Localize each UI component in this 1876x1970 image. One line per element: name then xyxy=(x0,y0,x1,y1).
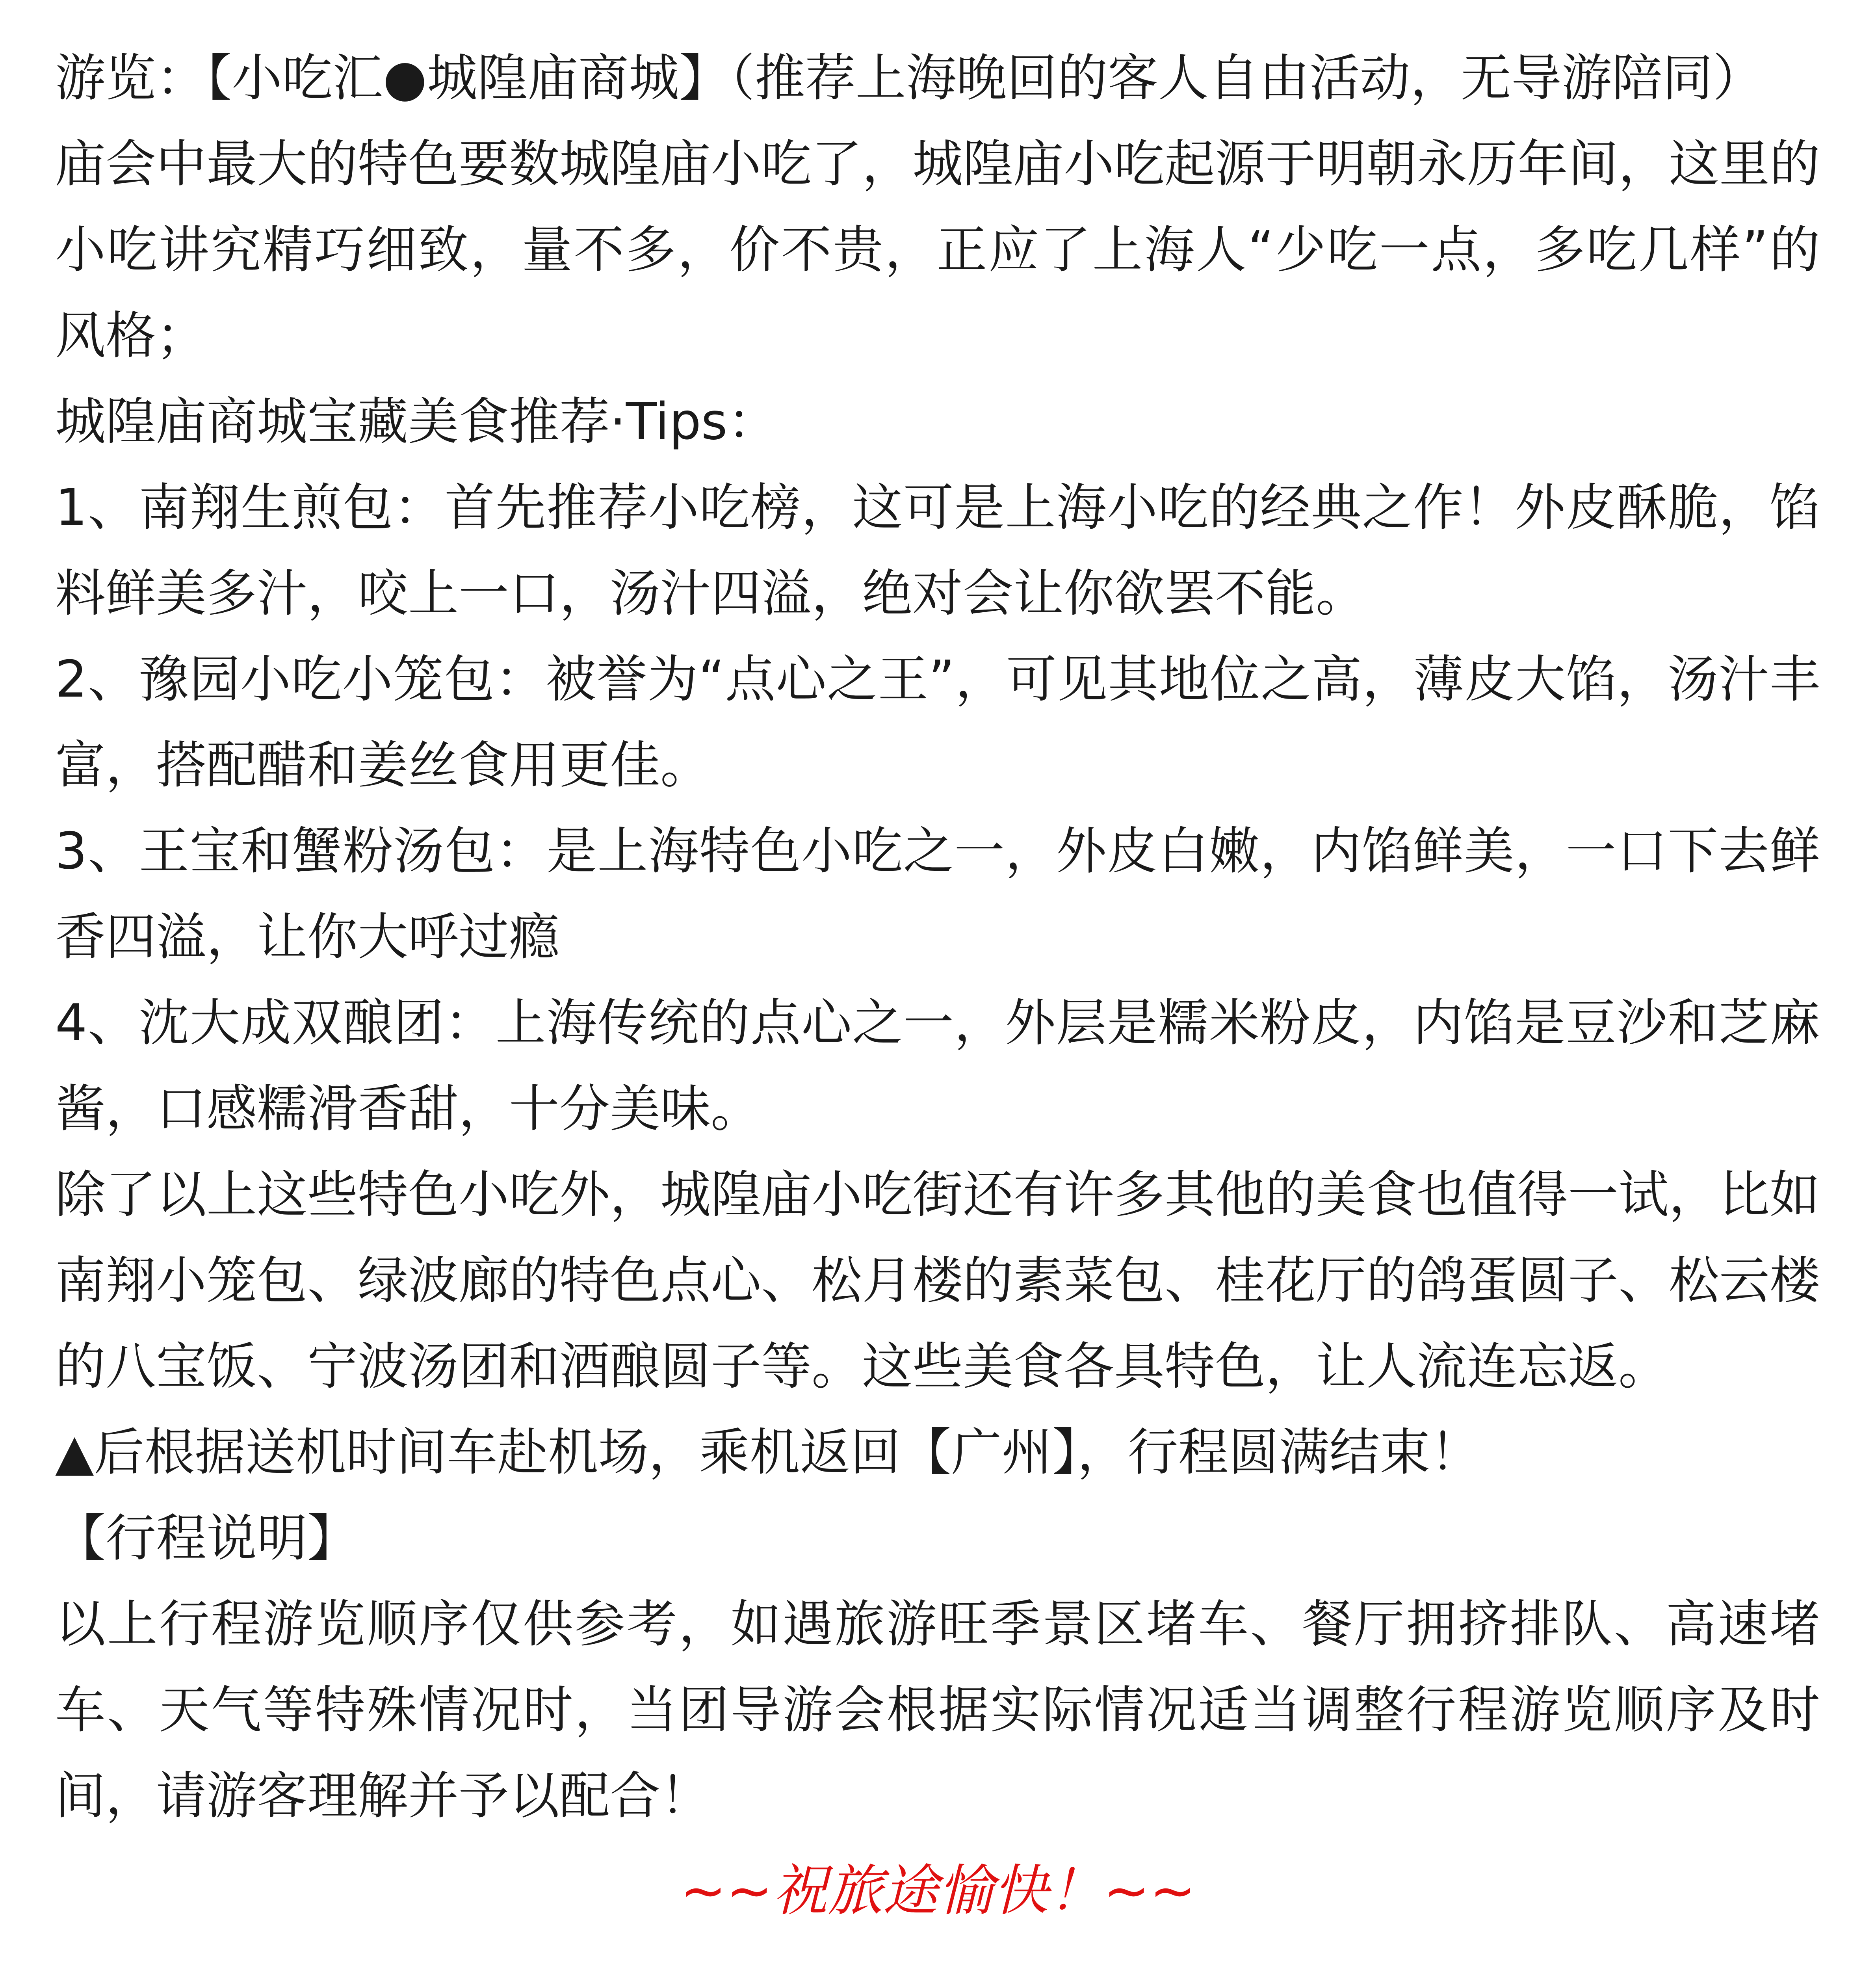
tip-item-3: 3、王宝和蟹粉汤包：是上海特色小吃之一，外皮白嫩，内馅鲜美，一口下去鲜香四溢，让你大呼过瘾 xyxy=(55,822,1820,966)
itinerary-note-heading: 【行程说明】 xyxy=(55,1509,358,1568)
intro-paragraph: 庙会中最大的特色要数城隍庙小吃了，城隍庙小吃起源于明朝永历年间，这里的小吃讲究精巧细致，量不多，价不贵，正应了上海人“少吃一点，多吃几样”的风格； xyxy=(55,135,1820,365)
itinerary-body xyxy=(55,35,1820,1839)
tip-item-1: 1、南翔生煎包：首先推荐小吃榜，这可是上海小吃的经典之作！外皮酥脆，馅料鲜美多汁，咬上一口，汤汁四溢，绝对会让你欲罢不能。 xyxy=(55,478,1820,623)
other-food-paragraph: 除了以上这些特色小吃外，城隍庙小吃街还有许多其他的美食也值得一试，比如南翔小笼包、绿波廊的特色点心、松月楼的素菜包、桂花厅的鸽蛋圆子、松云楼的八宝饭、宁波汤团和酒酿圆子等。这些美食各具特色，让人流连忘返。 xyxy=(55,1165,1820,1396)
tour-heading: 游览：【小吃汇●城隍庙商城】（推荐上海晚回的客人自由活动，无导游陪同） xyxy=(55,49,1763,108)
return-note: ▲后根据送机时间车赴机场，乘机返回【广州】，行程圆满结束！ xyxy=(55,1423,1481,1482)
tip-item-4: 4、沈大成双酿团：上海传统的点心之一，外层是糯米粉皮，内馅是豆沙和芝麻酱，口感糯滑香甜，十分美味。 xyxy=(55,994,1820,1138)
tips-heading: 城隍庙商城宝藏美食推荐·Tips： xyxy=(55,392,778,451)
tip-item-2: 2、豫园小吃小笼包：被誉为“点心之王”，可见其地位之高，薄皮大馅，汤汁丰富，搭配醋和姜丝食用更佳。 xyxy=(55,650,1820,795)
itinerary-note-paragraph: 以上行程游览顺序仅供参考，如遇旅游旺季景区堵车、餐厅拥挤排队、高速堵车、天气等特殊情况时，当团导游会根据实际情况适当调整行程游览顺序及时间，请游客理解并予以配合！ xyxy=(55,1595,1820,1825)
closing-wish: ~~祝旅途愉快！~~ xyxy=(680,1859,1196,1923)
